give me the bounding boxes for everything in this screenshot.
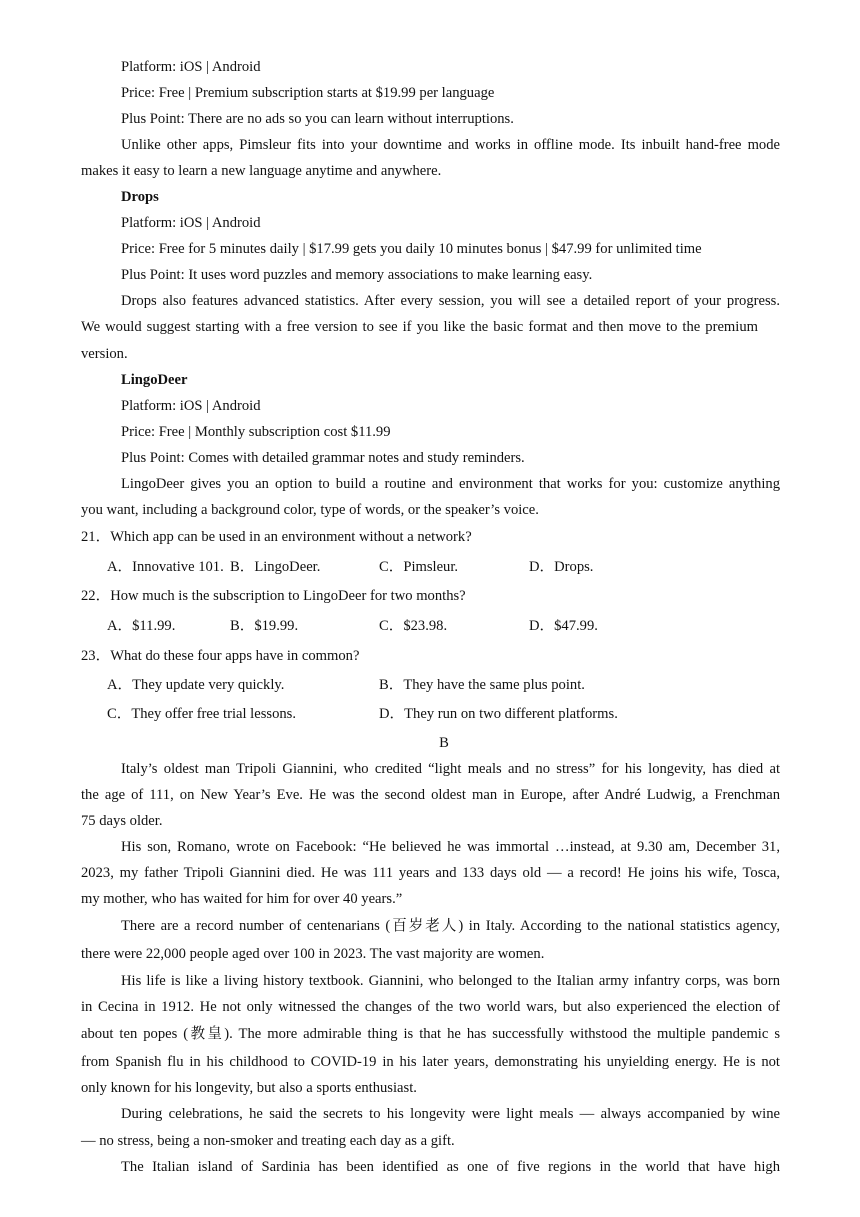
section-heading: B: [439, 735, 449, 751]
question-stem: 23．What do these four apps have in common?: [81, 648, 360, 664]
answer-option[interactable]: B．$19.99.: [230, 618, 299, 634]
passage-line: there were 22,000 people aged over 100 in 2023. The vast majority are women.: [81, 946, 545, 962]
passage-line: His life is like a living history textbook. Giannini, who belonged to the Italian army infantry corps, was born: [121, 973, 780, 989]
answer-option[interactable]: C．$23.98.: [379, 618, 448, 634]
lingodeer-desc-line: LingoDeer gives you an option to build a routine and environment that works for you: customize anything: [121, 476, 780, 492]
question-stem: 21．Which app can be used in an environment without a network?: [81, 529, 472, 545]
passage-line: The Italian island of Sardinia has been identified as one of five regions in the world that have high: [121, 1159, 780, 1175]
passage-line: from Spanish flu in his childhood to COVID-19 in his later years, demonstrating his unyielding energy. He is not: [81, 1054, 780, 1070]
drops-desc-line: version.: [81, 346, 128, 362]
passage-line: There are a record number of centenarians (百岁老人) in Italy. According to the national statistics agency,: [121, 918, 780, 934]
passage-line: my mother, who has waited for him for over 40 years.”: [81, 891, 403, 907]
passage-line: During celebrations, he said the secrets to his longevity were light meals — always accompanied by wine: [121, 1106, 780, 1122]
passage-line: 2023, my father Tripoli Giannini died. He was 111 years and 133 days old — a record! He joins his wife, Tosca,: [81, 865, 780, 881]
passage-line: 75 days older.: [81, 813, 163, 829]
answer-option[interactable]: A．They update very quickly.: [107, 677, 285, 693]
answer-option[interactable]: C．They offer free trial lessons.: [107, 706, 296, 722]
pimsleur-price: Price: Free | Premium subscription starts at $19.99 per language: [121, 85, 495, 101]
drops-heading: Drops: [121, 189, 159, 205]
answer-option[interactable]: D．They run on two different platforms.: [379, 706, 618, 722]
lingodeer-plus-point: Plus Point: Comes with detailed grammar notes and study reminders.: [121, 450, 525, 466]
answer-option[interactable]: D．$47.99.: [529, 618, 598, 634]
lingodeer-desc-line: you want, including a background color, type of words, or the speaker’s voice.: [81, 502, 539, 518]
drops-desc-line: We would suggest starting with a free version to see if you like the basic format and then move to the premium: [81, 319, 758, 335]
answer-option[interactable]: A．$11.99.: [107, 618, 176, 634]
lingodeer-platform: Platform: iOS | Android: [121, 398, 261, 414]
answer-option[interactable]: B．LingoDeer.: [230, 559, 321, 575]
pimsleur-plus-point: Plus Point: There are no ads so you can learn without interruptions.: [121, 111, 514, 127]
passage-line: Italy’s oldest man Tripoli Giannini, who credited “light meals and no stress” for his longevity, has died at: [121, 761, 780, 777]
lingodeer-price: Price: Free | Monthly subscription cost $11.99: [121, 424, 391, 440]
pimsleur-desc-line: makes it easy to learn a new language anytime and anywhere.: [81, 163, 442, 179]
lingodeer-heading: LingoDeer: [121, 372, 188, 388]
passage-line: His son, Romano, wrote on Facebook: “He believed he was immortal …instead, at 9.30 am, December 31,: [121, 839, 780, 855]
passage-line: only known for his longevity, but also a sports enthusiast.: [81, 1080, 417, 1096]
drops-desc-line: Drops also features advanced statistics. After every session, you will see a detailed report of your progress.: [121, 293, 780, 309]
answer-option[interactable]: B．They have the same plus point.: [379, 677, 585, 693]
answer-option[interactable]: C．Pimsleur.: [379, 559, 459, 575]
drops-plus-point: Plus Point: It uses word puzzles and memory associations to make learning easy.: [121, 267, 593, 283]
passage-line: the age of 111, on New Year’s Eve. He was the second oldest man in Europe, after André Ludwig, a Frenchman: [81, 787, 780, 803]
passage-line: in Cecina in 1912. He not only witnessed the changes of the two world wars, but also experienced the election of: [81, 999, 780, 1015]
pimsleur-platform: Platform: iOS | Android: [121, 59, 261, 75]
drops-price: Price: Free for 5 minutes daily | $17.99 gets you daily 10 minutes bonus | $47.99 for unlimited time: [121, 241, 702, 257]
pimsleur-desc-line: Unlike other apps, Pimsleur fits into your downtime and works in offline mode. Its inbuilt hand-free mode: [121, 137, 780, 153]
answer-option[interactable]: A．Innovative 101.: [107, 559, 224, 575]
question-stem: 22．How much is the subscription to LingoDeer for two months?: [81, 588, 466, 604]
answer-option[interactable]: D．Drops.: [529, 559, 594, 575]
drops-platform: Platform: iOS | Android: [121, 215, 261, 231]
passage-line: — no stress, being a non-smoker and treating each day as a gift.: [81, 1133, 455, 1149]
passage-line: about ten popes (教皇). The more admirable thing is that he has successfully withstood the multiple pandemic s: [81, 1026, 780, 1042]
